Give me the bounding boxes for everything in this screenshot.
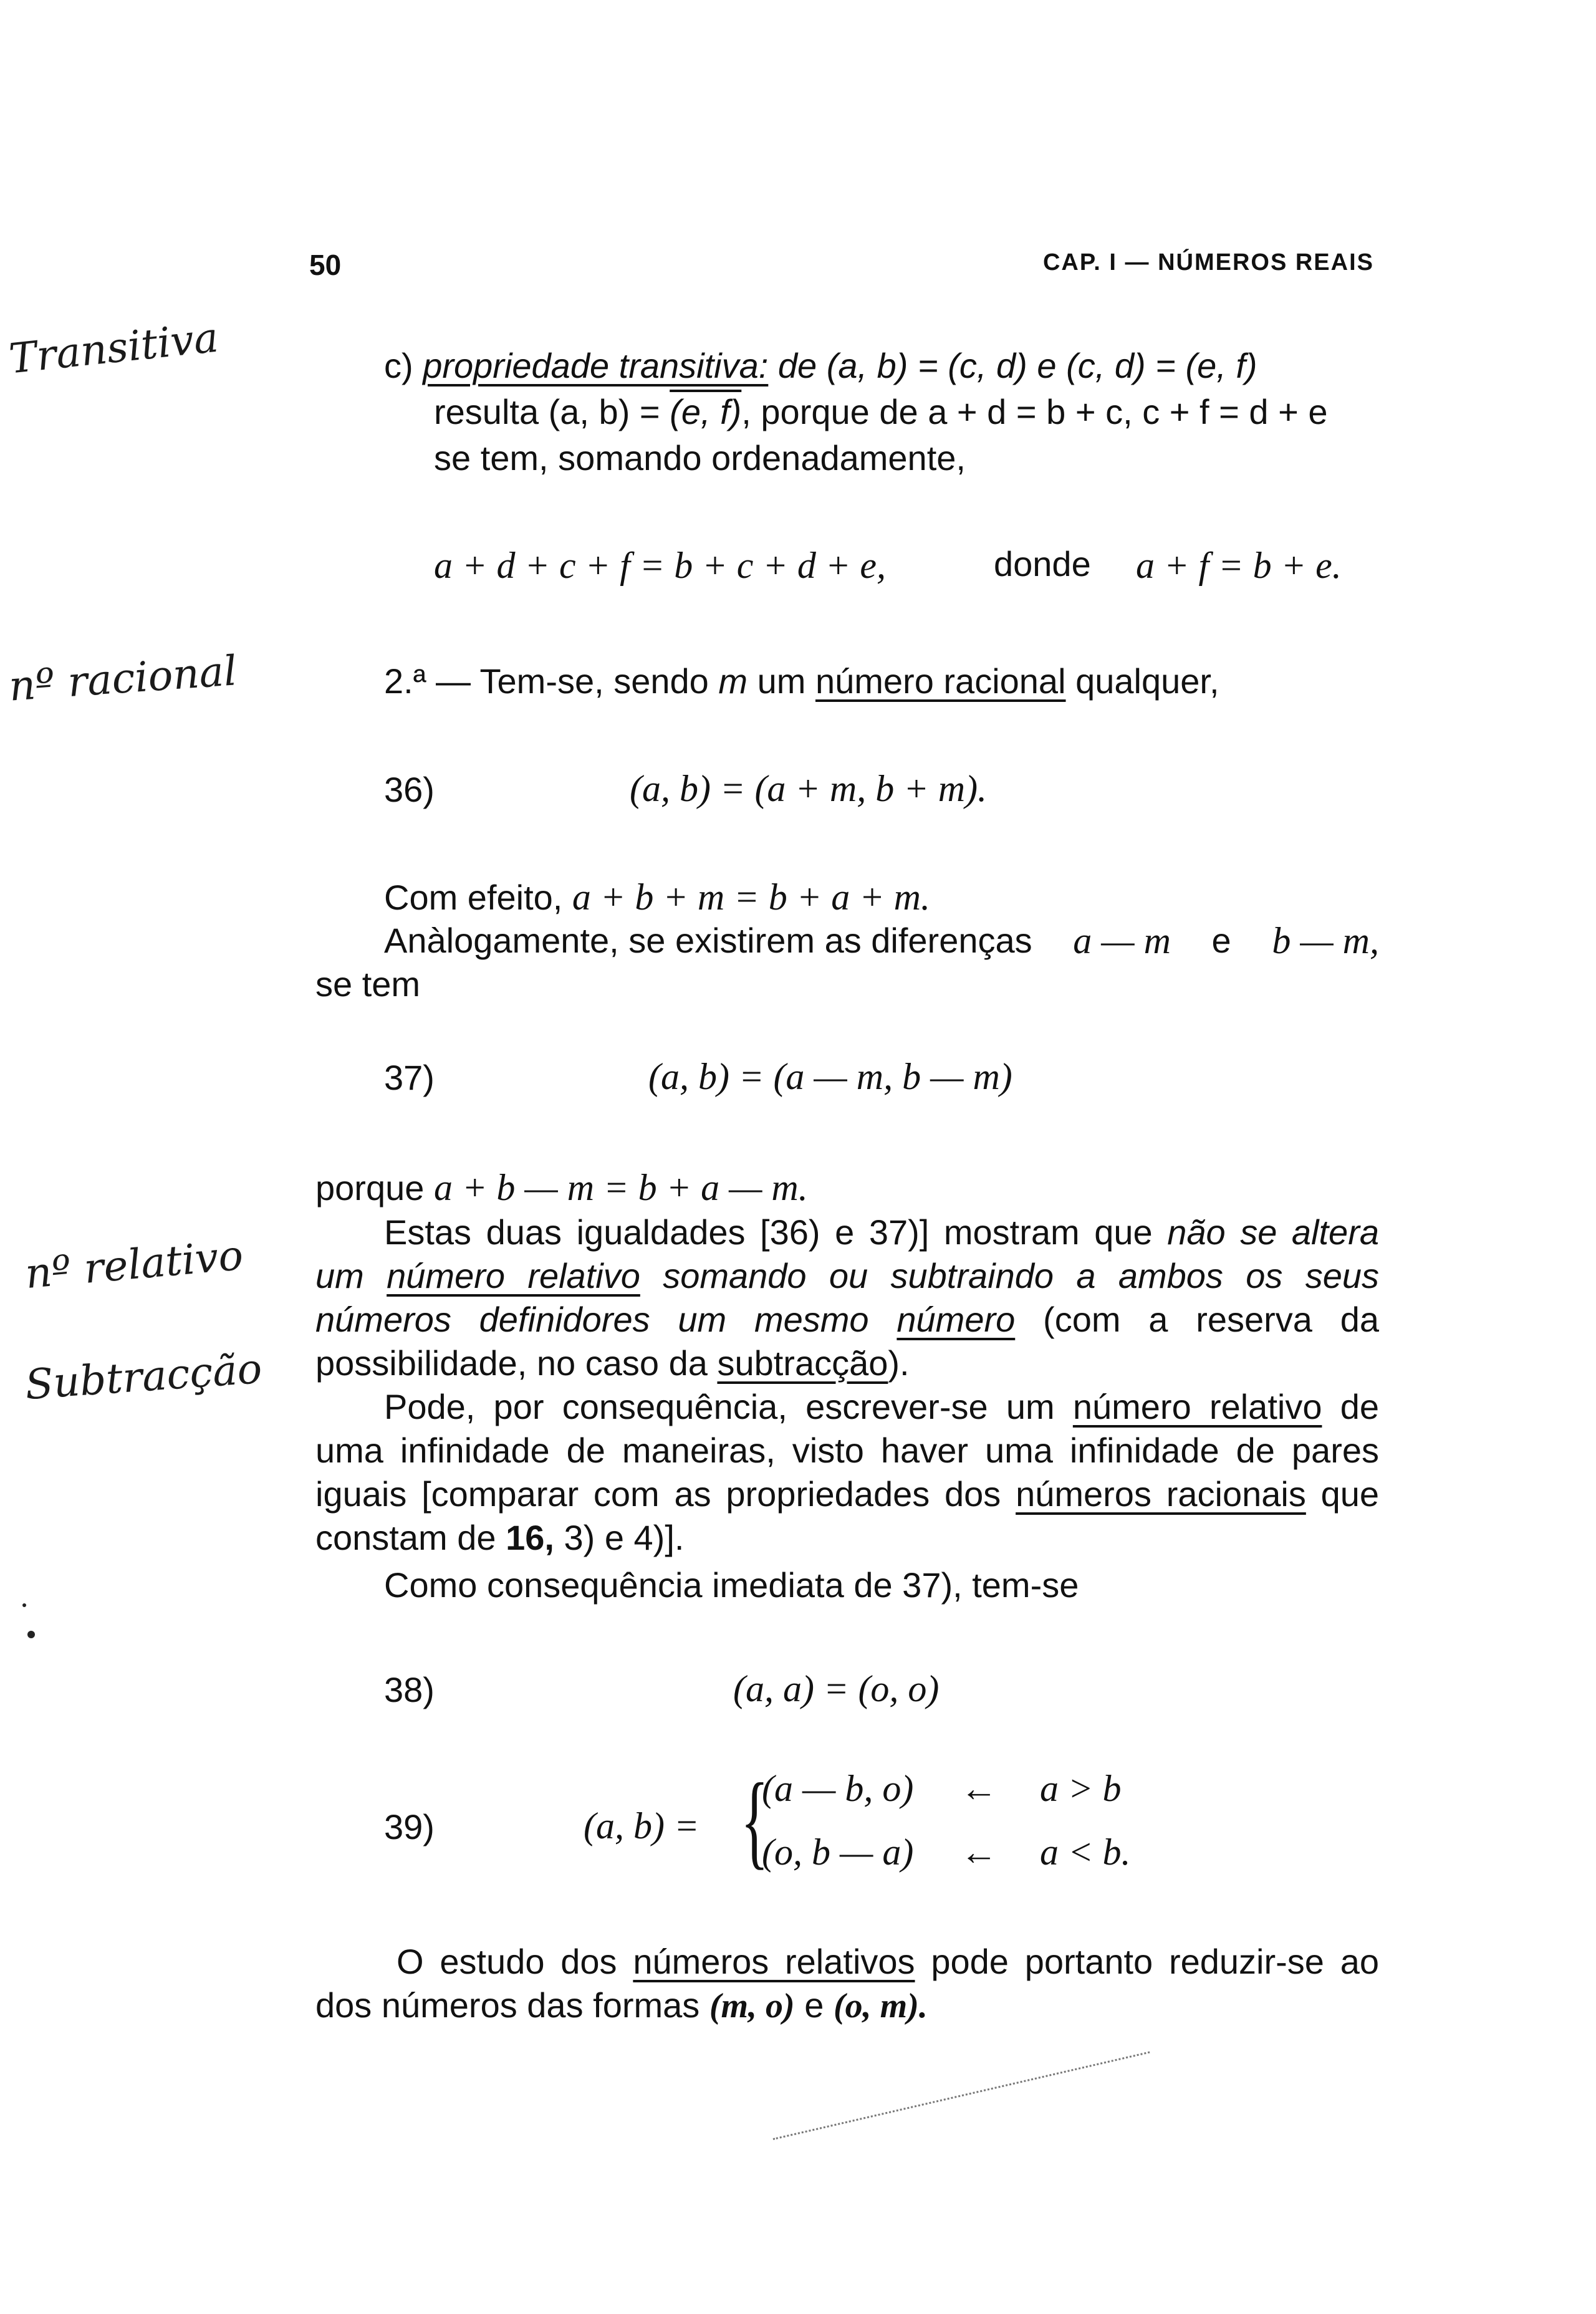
eq39-brace: {	[741, 1762, 769, 1879]
prop-c-line1-rest: de (a, b) = (c, d) e (c, d) = (e, f)	[777, 346, 1257, 385]
para2-u2: números racionais	[1016, 1474, 1306, 1514]
para2-t3: que constam de	[315, 1474, 1380, 1557]
closing-f2: (o, m).	[833, 1987, 928, 2025]
section-2-prefix: 2.ª — Tem-se, sendo	[384, 661, 709, 701]
prop-c-line3: se tem, somando ordenadamente,	[434, 438, 966, 478]
para1-u2: número	[897, 1300, 1016, 1339]
prop-c-line2-b: , porque de a + d = b + c, c + f = d + e	[741, 392, 1328, 431]
eq-sum-donde: donde	[994, 544, 1091, 583]
margin-note-relativo: nº relativo	[23, 1231, 245, 1299]
consequencia-line: Como consequência imediata de 37), tem-se	[384, 1565, 1079, 1605]
para2-t4: 3) e 4)].	[564, 1518, 685, 1557]
eq39-case2: (o, b — a)	[762, 1832, 914, 1873]
porque-line	[315, 1163, 808, 1212]
analog-text: Anàlogamente, se existirem as diferenças	[384, 921, 1032, 960]
com-efeito-line	[384, 873, 930, 922]
eq36-expr: (a, b) = (a + m, b + m).	[630, 768, 988, 809]
eq-sum-right: a + f = b + e.	[1136, 545, 1342, 586]
eq36-label: 36)	[384, 770, 435, 809]
prop-c-line2-a: resulta (a, b) =	[434, 392, 670, 431]
margin-note-racional: nº racional	[7, 646, 239, 711]
eq39-arrow2: ←	[960, 1832, 998, 1873]
eq38-expr: (a, a) = (o, o)	[733, 1668, 940, 1709]
eq39-cond2: a < b.	[1040, 1832, 1131, 1873]
porque-text: porque	[315, 1168, 425, 1207]
scan-speck	[27, 1631, 35, 1638]
scan-speck	[22, 1603, 26, 1607]
eq37-label: 37)	[384, 1058, 435, 1097]
closing-e: e	[804, 1985, 824, 2025]
analog-conj: e	[1211, 921, 1231, 960]
prop-c-name: propriedade transitiva:	[423, 346, 769, 385]
com-efeito-text: Com efeito,	[384, 878, 563, 917]
prop-c-ef: (e, f)	[670, 392, 742, 431]
com-efeito-expr: a + b + m = b + a + m.	[572, 876, 931, 918]
porque-expr: a + b — m = b + a — m.	[433, 1167, 808, 1208]
para2-t2: de uma infinidade de maneiras, visto haver uma infinidade de pares iguais [comparar com as propriedades dos	[315, 1387, 1379, 1514]
closing-t2: pode portanto reduzir-se ao dos números das formas	[315, 1942, 1380, 2025]
analog-expr1: a — m	[1073, 920, 1171, 961]
para1-i2: somando ou subtraindo a ambos os seus números definidores um mesmo	[315, 1256, 1379, 1339]
closing-f1: (m, o)	[709, 1987, 795, 2025]
analog-line1	[384, 916, 1379, 965]
eq38-label: 38)	[384, 1670, 435, 1709]
margin-note-subtraccao: Subtracção	[23, 1344, 264, 1409]
section-2-m: m	[718, 661, 748, 701]
prop-c-label: c)	[384, 346, 413, 385]
paragraph-consequencia	[315, 1385, 1379, 1560]
analog-line2: se tem	[315, 964, 421, 1004]
page-number: 50	[309, 249, 342, 281]
section-2-line	[384, 657, 1219, 706]
eq39-case1: (a — b, o)	[762, 1768, 914, 1809]
section-2-um: um	[757, 661, 806, 701]
eq39-cond1: a > b	[1040, 1768, 1122, 1809]
margin-note-transitiva: Transitiva	[6, 313, 221, 383]
eq-sum-left: a + d + c + f = b + c + d + e,	[434, 545, 886, 586]
para1-t1: Estas duas igualdades [36) e 37)] mostram que	[384, 1212, 1153, 1252]
para1-u1: número relativo	[387, 1256, 640, 1295]
section-2-term: número racional	[815, 661, 1066, 701]
eq37-expr: (a, b) = (a — m, b — m)	[648, 1056, 1012, 1097]
closing-u1: números relativos	[633, 1942, 915, 1981]
prop-c-line2	[434, 388, 1328, 436]
para2-num: 16,	[506, 1518, 554, 1557]
section-2-suffix: qualquer,	[1075, 661, 1219, 701]
para1-t3: ).	[888, 1343, 910, 1383]
para2-t1: Pode, por consequência, escrever-se um	[384, 1387, 1055, 1426]
eq39-lhs: (a, b) =	[584, 1805, 699, 1846]
chapter-title: CAP. I — NÚMEROS REAIS	[1042, 249, 1374, 276]
paragraph-closing	[315, 1940, 1379, 2028]
para1-i1: não se altera um	[315, 1212, 1379, 1295]
pencil-stroke	[773, 2052, 1150, 2140]
para1-u3: subtracção	[717, 1343, 888, 1383]
paragraph-igualdades	[315, 1211, 1379, 1385]
eq39-label: 39)	[384, 1807, 435, 1846]
eq39-arrow1: ←	[960, 1768, 998, 1809]
para1-t2: (com a reserva da possibilidade, no caso da	[315, 1300, 1380, 1383]
para2-u1: número relativo	[1072, 1387, 1322, 1426]
closing-t1: O estudo dos	[397, 1942, 617, 1981]
analog-expr2: b — m,	[1272, 920, 1379, 961]
prop-c-line1	[384, 342, 1257, 390]
